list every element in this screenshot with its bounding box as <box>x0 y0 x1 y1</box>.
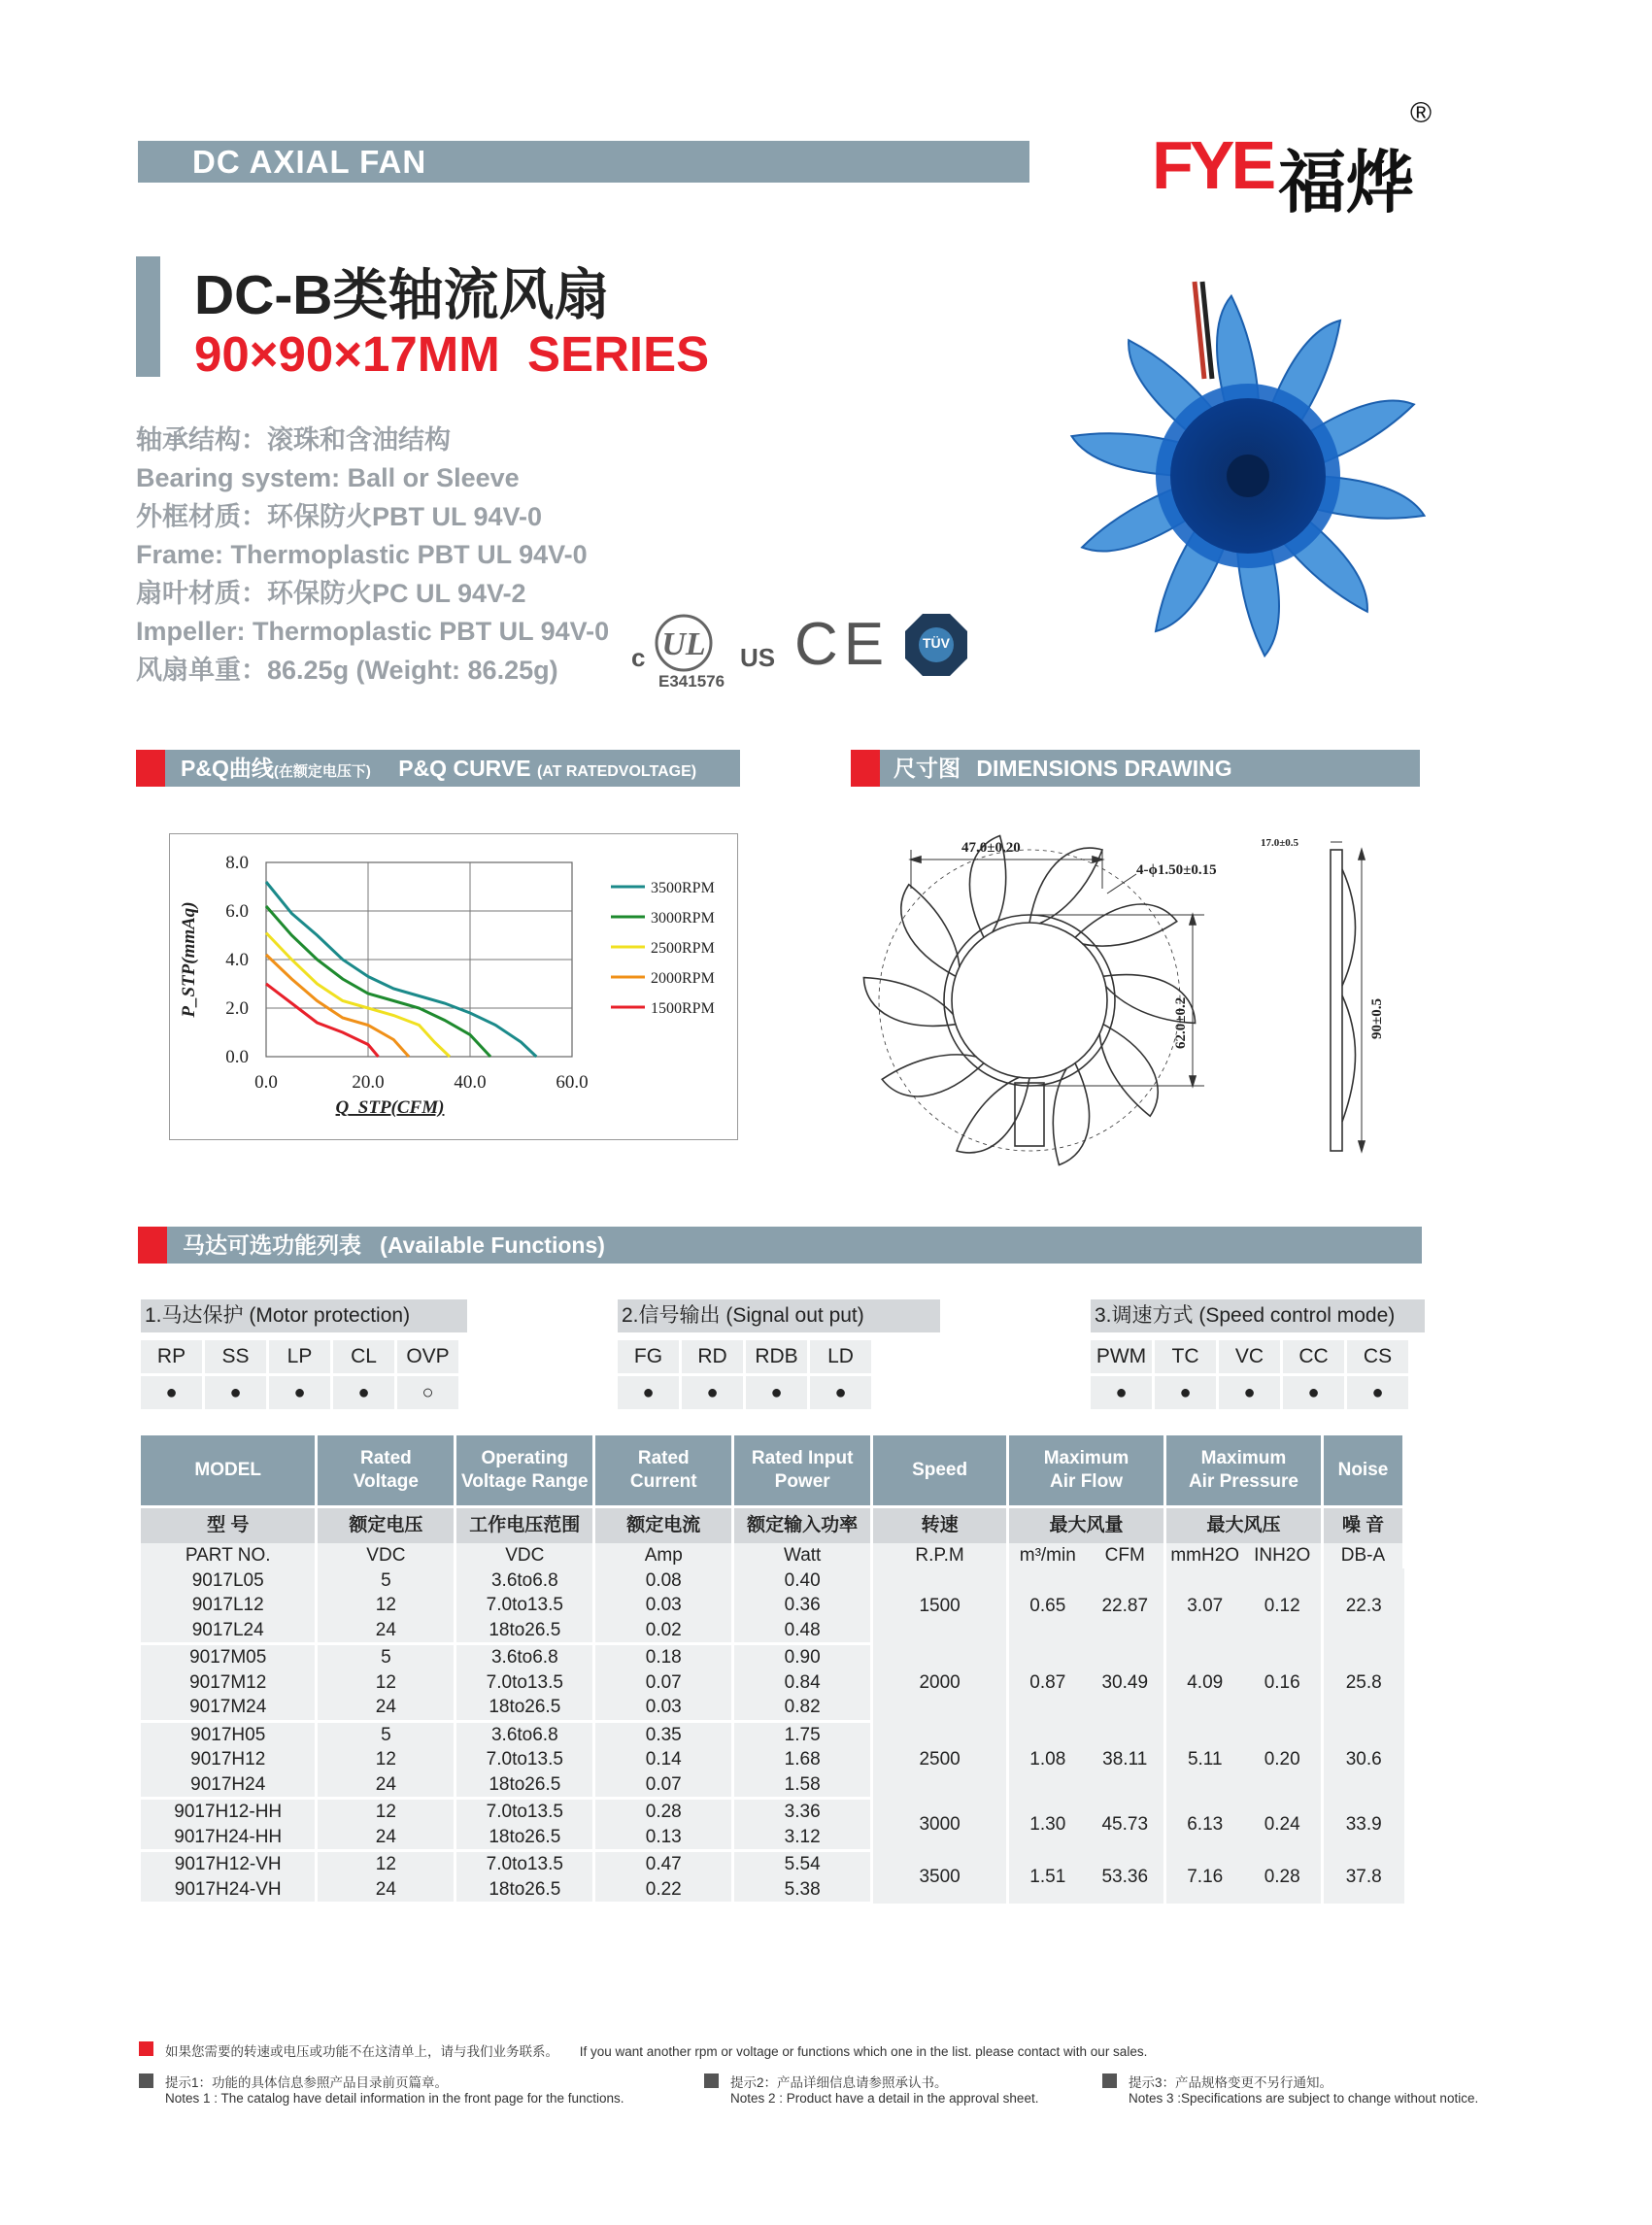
voltage-range: 7.0to13.5 <box>455 1851 594 1877</box>
pq-title-en-small: (AT RATEDVOLTAGE) <box>536 763 697 780</box>
column-header-line: Rated <box>637 1448 690 1468</box>
rated-current: 0.13 <box>594 1825 733 1851</box>
column-header-line: Noise <box>1337 1460 1389 1480</box>
tuv-text: TÜV <box>923 635 950 651</box>
note-1-cn: 提示1：功能的具体信息参照产品目录前页篇章。 <box>165 2075 449 2090</box>
title-series: 90×90×17MM SERIES <box>194 326 710 382</box>
dim-hub-label: 62.0±0.2 <box>1173 996 1189 1049</box>
column-header-line: Current <box>629 1471 697 1492</box>
noise-cell: 37.8 <box>1322 1851 1403 1904</box>
airflow-cfm-cell: 38.11 <box>1087 1721 1165 1799</box>
note-1-marker <box>139 2073 153 2088</box>
note-3 <box>1129 2072 1478 2106</box>
function-code-tc: TC <box>1155 1340 1216 1373</box>
column-header-line: Voltage Range <box>461 1471 589 1492</box>
unit-cell-text: m³/min <box>1019 1545 1076 1566</box>
section-dim-marker <box>851 750 880 787</box>
table-row <box>141 1721 1404 1747</box>
section-pq-marker <box>136 750 165 787</box>
function-code-lp: LP <box>269 1340 330 1373</box>
table-cn-header-row <box>141 1507 1404 1544</box>
rated-voltage: 5 <box>317 1644 455 1670</box>
rated-power: 5.38 <box>733 1877 872 1904</box>
column-header <box>1322 1435 1403 1507</box>
x-tick-label: 40.0 <box>454 1072 487 1093</box>
noise-cell: 30.6 <box>1322 1721 1403 1799</box>
rated-power: 3.12 <box>733 1825 872 1851</box>
voltage-range: 7.0to13.5 <box>455 1670 594 1696</box>
function-code-ovp: OVP <box>397 1340 458 1373</box>
rated-current: 0.35 <box>594 1721 733 1747</box>
note-1-en: Notes 1 : The catalog have detail information in the front page for the functions. <box>165 2091 624 2106</box>
section-dim-bar <box>851 750 1420 787</box>
unit-cell: VDC <box>455 1543 594 1568</box>
rated-current: 0.14 <box>594 1747 733 1772</box>
ul-us: US <box>740 643 776 672</box>
column-header-line: Maximum <box>1200 1448 1287 1468</box>
x-tick-label: 20.0 <box>352 1072 385 1093</box>
part-no: 9017L12 <box>141 1593 317 1618</box>
dim-thickness-label: 17.0±0.5 <box>1261 837 1299 849</box>
unit-cell: CFM <box>1087 1543 1165 1568</box>
rated-power: 1.75 <box>733 1721 872 1747</box>
unit-cell: R.P.M <box>872 1543 1008 1568</box>
rated-voltage: 24 <box>317 1825 455 1851</box>
table-row <box>141 1568 1404 1594</box>
function-mark-vc: ● <box>1219 1376 1280 1409</box>
section-pq-bar <box>136 750 740 787</box>
y-tick-label: 2.0 <box>225 998 249 1019</box>
functions-title: 马达可选功能列表 (Available Functions) <box>183 1232 605 1258</box>
speed-cell: 2000 <box>872 1644 1008 1722</box>
column-header-cn: 噪 音 <box>1322 1507 1403 1544</box>
function-code-vc: VC <box>1219 1340 1280 1373</box>
part-no: 9017M24 <box>141 1695 317 1721</box>
rated-voltage: 12 <box>317 1799 455 1825</box>
rated-power: 0.40 <box>733 1568 872 1594</box>
section-functions-bar <box>138 1227 1422 1264</box>
ul-c: c <box>631 643 646 672</box>
function-code-cc: CC <box>1283 1340 1344 1373</box>
footer-main <box>165 2040 1147 2060</box>
note-2-en: Notes 2 : Product have a detail in the approval sheet. <box>730 2091 1039 2106</box>
pq-title-cn-small: (在额定电压下) <box>273 763 371 780</box>
part-no: 9017H24 <box>141 1772 317 1799</box>
column-header-cn: 转速 <box>872 1507 1008 1544</box>
part-no: 9017L05 <box>141 1568 317 1594</box>
tuv-mark <box>903 612 969 678</box>
pressure-inh2o-cell: 0.20 <box>1243 1721 1322 1799</box>
column-header-line: MODEL <box>194 1460 261 1480</box>
rated-current: 0.28 <box>594 1799 733 1825</box>
column-header-cn: 最大风压 <box>1164 1507 1322 1544</box>
table-unit-row <box>141 1543 1404 1568</box>
header-banner <box>138 141 1029 183</box>
header-banner-text: DC AXIAL FAN <box>192 144 427 180</box>
voltage-range: 3.6to6.8 <box>455 1644 594 1670</box>
footer-main-marker <box>139 2041 153 2056</box>
part-no: 9017M05 <box>141 1644 317 1670</box>
dim-title-cn: 尺寸图 <box>893 756 961 781</box>
airflow-m3-cell: 1.30 <box>1008 1799 1087 1851</box>
function-mark-cc: ● <box>1283 1376 1344 1409</box>
rated-power: 0.48 <box>733 1618 872 1644</box>
pressure-inh2o-cell: 0.16 <box>1243 1644 1322 1722</box>
note-2-marker <box>704 2073 719 2088</box>
function-code-cl: CL <box>333 1340 394 1373</box>
logo-cn: 福烨 <box>1278 145 1414 220</box>
y-tick-label: 8.0 <box>225 853 249 873</box>
rated-voltage: 12 <box>317 1851 455 1877</box>
noise-cell: 33.9 <box>1322 1799 1403 1851</box>
airflow-m3-cell: 0.87 <box>1008 1644 1087 1722</box>
part-no: 9017H24-VH <box>141 1877 317 1904</box>
airflow-m3-cell: 1.08 <box>1008 1721 1087 1799</box>
title-accent-bar <box>136 256 160 377</box>
rated-current: 0.22 <box>594 1877 733 1904</box>
pressure-mmh2o-cell: 4.09 <box>1164 1644 1243 1722</box>
column-header <box>141 1435 317 1507</box>
rated-voltage: 24 <box>317 1772 455 1799</box>
note-3-cn: 提示3：产品规格变更不另行通知。 <box>1129 2075 1333 2090</box>
spec-bearing-cn: 轴承结构：滚珠和含油结构 <box>136 425 451 455</box>
ul-file-number: E341576 <box>658 672 725 691</box>
rated-voltage: 12 <box>317 1747 455 1772</box>
part-no: 9017M12 <box>141 1670 317 1696</box>
speed-cell: 1500 <box>872 1568 1008 1644</box>
column-header-cn: 型 号 <box>141 1507 317 1544</box>
x-tick-label: 0.0 <box>254 1072 278 1093</box>
spec-frame-en: Frame: Thermoplastic PBT UL 94V-0 <box>136 540 588 569</box>
rated-voltage: 5 <box>317 1721 455 1747</box>
registered-mark: ® <box>1410 97 1433 129</box>
brand-logo <box>1152 97 1443 220</box>
rated-voltage: 5 <box>317 1568 455 1594</box>
ul-mark <box>631 614 777 691</box>
spec-bearing-en: Bearing system: Ball or Sleeve <box>136 463 520 492</box>
airflow-m3-cell: 0.65 <box>1008 1568 1087 1644</box>
rated-current: 0.07 <box>594 1670 733 1696</box>
legend-label-1500rpm: 1500RPM <box>651 1000 715 1017</box>
logo-latin: FYE <box>1152 127 1273 203</box>
function-mark-fg: ● <box>618 1376 679 1409</box>
rated-power: 5.54 <box>733 1851 872 1877</box>
column-header-line: Power <box>774 1471 830 1492</box>
rated-current: 0.07 <box>594 1772 733 1799</box>
y-axis-label: P_STP(mmAq) <box>179 901 199 1018</box>
airflow-cfm-cell: 53.36 <box>1087 1851 1165 1904</box>
function-mark-pwm: ● <box>1091 1376 1152 1409</box>
part-no: 9017H24-HH <box>141 1825 317 1851</box>
part-no: 9017H12-HH <box>141 1799 317 1825</box>
column-header-line: Air Pressure <box>1188 1471 1298 1492</box>
function-mark-rdb: ● <box>746 1376 807 1409</box>
pressure-inh2o-cell: 0.12 <box>1243 1568 1322 1644</box>
noise-cell: 25.8 <box>1322 1644 1403 1722</box>
pq-title-en: P&Q CURVE <box>398 756 531 781</box>
rated-current: 0.02 <box>594 1618 733 1644</box>
column-header-cn: 额定输入功率 <box>733 1507 872 1544</box>
speed-cell: 2500 <box>872 1721 1008 1799</box>
spec-impeller-en: Impeller: Thermoplastic PBT UL 94V-0 <box>136 617 610 646</box>
column-header-line: Voltage <box>353 1471 419 1492</box>
part-no: 9017H05 <box>141 1721 317 1747</box>
part-no: 9017H12-VH <box>141 1851 317 1877</box>
voltage-range: 7.0to13.5 <box>455 1593 594 1618</box>
legend-label-2000rpm: 2000RPM <box>651 970 715 987</box>
rated-voltage: 12 <box>317 1670 455 1696</box>
airflow-cfm-cell: 45.73 <box>1087 1799 1165 1851</box>
legend-label-3500rpm: 3500RPM <box>651 880 715 896</box>
rated-power: 0.36 <box>733 1593 872 1618</box>
column-header-cn: 最大风量 <box>1008 1507 1165 1544</box>
rated-voltage: 24 <box>317 1877 455 1904</box>
rated-voltage: 12 <box>317 1593 455 1618</box>
rated-current: 0.03 <box>594 1695 733 1721</box>
dim-size-label: 90±0.5 <box>1369 998 1385 1039</box>
function-mark-cs: ● <box>1347 1376 1408 1409</box>
rated-power: 1.58 <box>733 1772 872 1799</box>
column-header-line: Maximum <box>1043 1448 1129 1468</box>
dimension-drawing <box>845 830 1428 1180</box>
column-header-cn: 额定电流 <box>594 1507 733 1544</box>
airflow-cfm-cell: 22.87 <box>1087 1568 1165 1644</box>
note-1 <box>165 2072 624 2106</box>
noise-cell: 22.3 <box>1322 1568 1403 1644</box>
rated-power: 0.84 <box>733 1670 872 1696</box>
column-header <box>1164 1435 1322 1507</box>
rated-voltage: 24 <box>317 1695 455 1721</box>
function-code-rd: RD <box>682 1340 743 1373</box>
table-header-row <box>141 1435 1404 1507</box>
rated-current: 0.03 <box>594 1593 733 1618</box>
spec-frame-cn: 外框材质：环保防火PBT UL 94V-0 <box>136 502 543 531</box>
rated-voltage: 24 <box>317 1618 455 1644</box>
y-tick-label: 4.0 <box>225 950 249 970</box>
unit-cell: Amp <box>594 1543 733 1568</box>
voltage-range: 3.6to6.8 <box>455 1721 594 1747</box>
column-header-line: Rated Input <box>751 1448 854 1468</box>
pressure-inh2o-cell: 0.24 <box>1243 1799 1322 1851</box>
voltage-range: 7.0to13.5 <box>455 1747 594 1772</box>
title-cn: DC-B类轴流风扇 <box>194 264 610 326</box>
column-header <box>872 1435 1008 1507</box>
unit-cell: VDC <box>317 1543 455 1568</box>
function-mark-tc: ● <box>1155 1376 1216 1409</box>
unit-cell: INH2O <box>1243 1543 1322 1568</box>
function-mark-cl: ● <box>333 1376 394 1409</box>
column-header <box>317 1435 455 1507</box>
airflow-m3-cell: 1.51 <box>1008 1851 1087 1904</box>
voltage-range: 18to26.5 <box>455 1772 594 1799</box>
table-row <box>141 1799 1404 1825</box>
function-mark-ss: ● <box>205 1376 266 1409</box>
function-mark-ovp: ○ <box>397 1376 458 1409</box>
function-mark-rd: ● <box>682 1376 743 1409</box>
rated-current: 0.18 <box>594 1644 733 1670</box>
x-axis-label: Q_STP(CFM) <box>335 1097 445 1118</box>
ul-logo-icon <box>651 614 728 672</box>
pressure-mmh2o-cell: 6.13 <box>1164 1799 1243 1851</box>
function-code-fg: FG <box>618 1340 679 1373</box>
dim-title-en: DIMENSIONS DRAWING <box>976 756 1232 781</box>
function-code-cs: CS <box>1347 1340 1408 1373</box>
pressure-mmh2o-cell: 5.11 <box>1164 1721 1243 1799</box>
voltage-range: 18to26.5 <box>455 1825 594 1851</box>
spec-impeller-cn: 扇叶材质：环保防火PC UL 94V-2 <box>136 579 526 608</box>
column-header-line: Rated <box>359 1448 412 1468</box>
function-code-rp: RP <box>141 1340 202 1373</box>
footer-main-cn: 如果您需要的转速或电压或功能不在这清单上，请与我们业务联系。 <box>165 2044 558 2059</box>
voltage-range: 7.0to13.5 <box>455 1799 594 1825</box>
table-row <box>141 1644 1404 1670</box>
column-header-line: Air Flow <box>1050 1471 1123 1492</box>
y-tick-label: 0.0 <box>225 1047 249 1067</box>
column-header-line: Operating <box>481 1448 569 1468</box>
rated-current: 0.47 <box>594 1851 733 1877</box>
function-code-rdb: RDB <box>746 1340 807 1373</box>
table-row <box>141 1851 1404 1877</box>
function-code-pwm: PWM <box>1091 1340 1152 1373</box>
rated-current: 0.08 <box>594 1568 733 1594</box>
voltage-range: 18to26.5 <box>455 1877 594 1904</box>
voltage-range: 18to26.5 <box>455 1618 594 1644</box>
pressure-inh2o-cell: 0.28 <box>1243 1851 1322 1904</box>
function-mark-ld: ● <box>810 1376 871 1409</box>
airflow-cfm-cell: 30.49 <box>1087 1644 1165 1722</box>
footer-main-en: If you want another rpm or voltage or functions which one in the list. please contact with our sales. <box>579 2044 1148 2059</box>
note-3-marker <box>1102 2073 1117 2088</box>
column-header-cn: 额定电压 <box>317 1507 455 1544</box>
section-functions-marker <box>138 1227 167 1264</box>
rated-power: 0.90 <box>733 1644 872 1670</box>
voltage-range: 3.6to6.8 <box>455 1568 594 1594</box>
function-code-ss: SS <box>205 1340 266 1373</box>
function-group-title: 2.信号输出 (Signal out put) <box>618 1299 940 1332</box>
column-header <box>1008 1435 1165 1507</box>
note-3-en: Notes 3 :Specifications are subject to change without notice. <box>1129 2091 1479 2106</box>
legend-label-2500rpm: 2500RPM <box>651 940 715 957</box>
unit-cell: Watt <box>733 1543 872 1568</box>
speed-cell: 3500 <box>872 1851 1008 1904</box>
function-group-title: 1.马达保护 (Motor protection) <box>141 1299 467 1332</box>
rated-power: 0.82 <box>733 1695 872 1721</box>
column-header <box>455 1435 594 1507</box>
column-header-cn: 工作电压范围 <box>455 1507 594 1544</box>
note-2-cn: 提示2：产品详细信息请参照承认书。 <box>730 2075 948 2090</box>
rated-power: 1.68 <box>733 1747 872 1772</box>
unit-cell <box>1008 1543 1087 1568</box>
y-tick-label: 6.0 <box>225 901 249 922</box>
pq-title-cn: P&Q曲线 <box>181 756 274 781</box>
pq-chart <box>169 833 736 1138</box>
speed-cell: 3000 <box>872 1799 1008 1851</box>
note-2 <box>730 2072 1038 2106</box>
rated-power: 3.36 <box>733 1799 872 1825</box>
spec-table <box>141 1435 1405 1905</box>
fan-photo <box>1049 272 1447 680</box>
dim-holes-label: 4-ϕ1.50±0.15 <box>1136 862 1217 878</box>
column-header <box>733 1435 872 1507</box>
function-mark-lp: ● <box>269 1376 330 1409</box>
function-code-ld: LD <box>810 1340 871 1373</box>
ce-mark: CE <box>794 611 891 678</box>
pressure-mmh2o-cell: 3.07 <box>1164 1568 1243 1644</box>
column-header-line: Speed <box>912 1460 968 1480</box>
function-group-title: 3.调速方式 (Speed control mode) <box>1091 1299 1425 1332</box>
part-no: 9017H12 <box>141 1747 317 1772</box>
spec-weight: 风扇单重：86.25g (Weight: 86.25g) <box>136 656 558 685</box>
unit-cell: DB-A <box>1322 1543 1403 1568</box>
legend-label-3000rpm: 3000RPM <box>651 910 715 927</box>
part-no: 9017L24 <box>141 1618 317 1644</box>
svg-text:UL: UL <box>661 626 706 662</box>
voltage-range: 18to26.5 <box>455 1695 594 1721</box>
x-tick-label: 60.0 <box>556 1072 589 1093</box>
function-mark-rp: ● <box>141 1376 202 1409</box>
dim-width-label: 47.0±0.20 <box>961 840 1021 856</box>
unit-cell: mmH2O <box>1164 1543 1243 1568</box>
column-header <box>594 1435 733 1507</box>
pressure-mmh2o-cell: 7.16 <box>1164 1851 1243 1904</box>
unit-cell: PART NO. <box>141 1543 317 1568</box>
